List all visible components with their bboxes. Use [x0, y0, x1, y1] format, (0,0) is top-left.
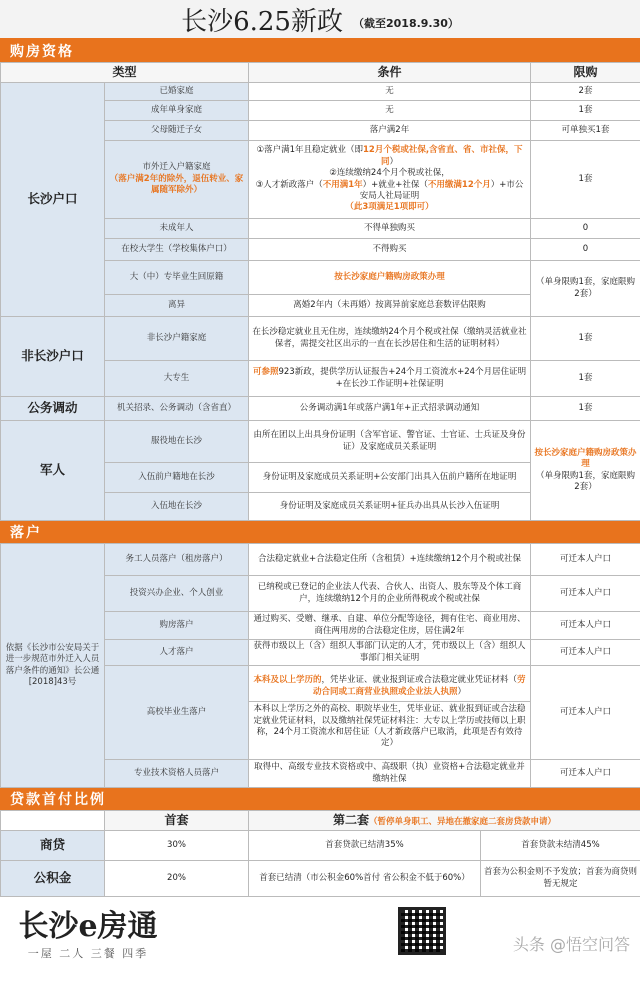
- loan-label: 商贷: [1, 831, 105, 861]
- cond-highlight: 劳动合同或工商营业执照或企业法人执照: [312, 675, 526, 697]
- result-cell: 可迁本人户口: [531, 576, 640, 612]
- qr-code-icon: [398, 907, 446, 955]
- type-cell: 成年单身家庭: [105, 101, 249, 121]
- limit-main: 按长沙家庭户籍购房政策办理: [534, 447, 637, 470]
- loan-second-settled: 首套已结清（市公积金60%首付 省公积金不低于60%）: [249, 861, 481, 897]
- cond-cell: [249, 361, 531, 397]
- page-subtitle: （截至2018.9.30）: [352, 17, 459, 30]
- type-cell: 非长沙户籍家庭: [105, 317, 249, 361]
- type-cell: 人才落户: [105, 640, 249, 666]
- cond-cell: 离婚2年内（未再婚）按离异前家庭总套数评估限购: [249, 295, 531, 317]
- type-cell: 离异: [105, 295, 249, 317]
- loan-first: 30%: [105, 831, 249, 861]
- type-cell: 务工人员落户（租房落户）: [105, 544, 249, 576]
- limit-cell: （单身限购1套，家庭限购2套）: [531, 261, 640, 317]
- page-title: 长沙6.25新政: [181, 6, 343, 37]
- section-settle-header: 落户: [0, 521, 640, 543]
- cond-cell: 合法稳定就业+合法稳定住所（含租赁）+连续缴纳12个月个税或社保: [249, 544, 531, 576]
- limit-cell: 1套: [531, 141, 640, 219]
- header-second-note: （暂停单身职工、异地在撤家庭二套房贷款申请）: [369, 817, 557, 828]
- header-second: [249, 811, 640, 831]
- cond-highlight: 不用缴满12个月: [427, 179, 491, 190]
- type-cell: 专业技术资格人员落户: [105, 760, 249, 788]
- cond-part: ）+就业+社保（: [362, 179, 428, 190]
- cond-part-2: 本科以上学历之外的高校、职院毕业生，凭毕业证、就业报到证或合法稳定就业凭证材料，以及缴纳社保凭证材料注：大专以上学历或技师以上职称，24个月工资流水和居住证（人才新政落户已取消，此项是否有效待定）: [249, 701, 530, 750]
- type-cell: 投资兴办企业、个人创业: [105, 576, 249, 612]
- settle-basis-note: 依据《长沙市公安局关于进一步规范市外迁入人员落户条件的通知》长公通[2018]43号: [1, 544, 105, 788]
- loan-table: [0, 810, 640, 897]
- cond-cell: 在长沙稳定就业且无住房，连续缴纳24个月个税或社保（缴纳灵活就业社保者，需提交社区出示的一直在长沙居住和生活的证明材料）: [249, 317, 531, 361]
- cond-part: ②连续缴纳24个月个税或社保，: [329, 168, 450, 179]
- result-cell: 可迁本人户口: [531, 666, 640, 760]
- cond-cell: 通过购买、受赠、继承、自建、单位分配等途径，拥有住宅、商业用房、商住两用房的合法稳定住房，居住满2年: [249, 612, 531, 640]
- cond-part: ）: [457, 686, 467, 697]
- settle-table: [0, 543, 640, 788]
- limit-cell: 1套: [531, 397, 640, 421]
- type-cell: 未成年人: [105, 219, 249, 239]
- cond-part: ）+市公安局人社局证明: [359, 179, 524, 201]
- type-note: （落户满2年的除外，退伍转业、家属随军除外）: [109, 173, 244, 196]
- cond-cell: 落户满2年: [249, 121, 531, 141]
- brand-logo: 长沙e房通: [18, 909, 158, 944]
- cond-cell: 身份证明及家庭成员关系证明+征兵办出具从长沙入伍证明: [249, 493, 531, 521]
- type-cell: [105, 141, 249, 219]
- category-military: 军人: [1, 421, 105, 521]
- limit-cell: 1套: [531, 361, 640, 397]
- cond-cell: 不得购买: [249, 239, 531, 261]
- type-cell: 父母随迁子女: [105, 121, 249, 141]
- type-main: 市外迁入户籍家庭: [142, 162, 211, 173]
- cond-highlight: 不用满1年: [322, 179, 363, 190]
- cond-cell: 取得中、高级专业技术资格或中、高级职（执）业资格+合法稳定就业并缴纳社保: [249, 760, 531, 788]
- buy-table: [0, 62, 640, 521]
- result-cell: 可迁本人户口: [531, 640, 640, 666]
- cond-cell: 无: [249, 83, 531, 101]
- cond-cell: 获得市级以上（含）组织人事部门认定的人才，凭市级以上（含）组织人事部门相关证明: [249, 640, 531, 666]
- cond-cell: [249, 666, 531, 760]
- type-cell: 大（中）专毕业生回原籍: [105, 261, 249, 295]
- brand-slogan: 一屋 二人 三餐 四季: [27, 947, 149, 960]
- cond-highlight: 可参照: [252, 367, 279, 378]
- header-limit: 限购: [531, 63, 640, 83]
- result-cell: 可迁本人户口: [531, 612, 640, 640]
- cond-cell: [249, 141, 531, 219]
- category-changsha: 长沙户口: [1, 83, 105, 317]
- loan-second-unsettled: 首套为公积金则不予发放；首套为商贷则暂无规定: [481, 861, 640, 897]
- section-loan-header: 贷款首付比例: [0, 788, 640, 810]
- brand-block: [8, 901, 168, 961]
- limit-cell: 可单独买1套: [531, 121, 640, 141]
- cond-highlight: 12月个税或社保,含省直、省、市社保，下同: [363, 145, 523, 167]
- cond-cell: 按长沙家庭户籍购房政策办理: [249, 261, 531, 295]
- cond-part: 923新政，提供学历认证报告+24个月工资流水+24个月居住证明+在长沙工作证明+社保证明: [278, 367, 527, 389]
- type-cell: 高校毕业生落户: [105, 666, 249, 760]
- cond-part: ）: [389, 156, 399, 167]
- limit-cell: 1套: [531, 101, 640, 121]
- loan-second-unsettled: 首套贷款未结清45%: [481, 831, 640, 861]
- type-cell: 大专生: [105, 361, 249, 397]
- limit-cell: 0: [531, 219, 640, 239]
- type-cell: 机关招录、公务调动（含省直）: [105, 397, 249, 421]
- type-cell: 已婚家庭: [105, 83, 249, 101]
- loan-first: 20%: [105, 861, 249, 897]
- header-first: 首套: [105, 811, 249, 831]
- limit-sub: （单身限购1套，家庭限购2套）: [536, 470, 635, 492]
- category-transfer: 公务调动: [1, 397, 105, 421]
- cond-part: ③人才新政落户（: [255, 179, 323, 190]
- limit-cell: 1套: [531, 317, 640, 361]
- limit-cell: 2套: [531, 83, 640, 101]
- cond-cell: 由所在团以上出具身份证明（含军官证、警官证、士官证、士兵证及身份证）及家庭成员关系证明: [249, 421, 531, 463]
- cond-cell: 公务调动满1年或落户满1年+正式招录调动通知: [249, 397, 531, 421]
- loan-second-settled: 首套贷款已结清35%: [249, 831, 481, 861]
- category-non-changsha: 非长沙户口: [1, 317, 105, 397]
- limit-cell: [531, 421, 640, 521]
- section-buy-header: 购房资格: [0, 40, 640, 62]
- cond-part: ①落户满1年且稳定就业（即: [256, 145, 363, 156]
- title-bar: [0, 0, 640, 40]
- header-second-label: 第二套: [332, 813, 369, 828]
- loan-label: 公积金: [1, 861, 105, 897]
- type-cell: 服役地在长沙: [105, 421, 249, 463]
- watermark: 头条 @悟空问答: [512, 935, 630, 954]
- header-type: 类型: [1, 63, 249, 83]
- result-cell: 可迁本人户口: [531, 544, 640, 576]
- cond-note: （此3项满足1项即可）: [345, 202, 434, 213]
- cond-cell: 身份证明及家庭成员关系证明+公安部门出具入伍前户籍所在地证明: [249, 463, 531, 493]
- loan-corner: [1, 811, 105, 831]
- result-cell: 可迁本人户口: [531, 760, 640, 788]
- cond-highlight: 本科及以上学历的: [253, 675, 322, 686]
- cond-cell: 无: [249, 101, 531, 121]
- type-cell: 入伍前户籍地在长沙: [105, 463, 249, 493]
- type-cell: 在校大学生（学校集体户口）: [105, 239, 249, 261]
- cond-cell: 已纳税或已登记的企业法人代表、合伙人、出资人、股东等及个体工商户，连续缴纳12个月的企业所得税或个税或社保: [249, 576, 531, 612]
- type-cell: 入伍地在长沙: [105, 493, 249, 521]
- cond-cell: 不得单独购买: [249, 219, 531, 239]
- cond-part: ，凭毕业证、就业报到证或合法稳定就业凭证材料（: [321, 675, 517, 686]
- type-cell: 购房落户: [105, 612, 249, 640]
- header-cond: 条件: [249, 63, 531, 83]
- footer: [0, 897, 640, 965]
- limit-cell: 0: [531, 239, 640, 261]
